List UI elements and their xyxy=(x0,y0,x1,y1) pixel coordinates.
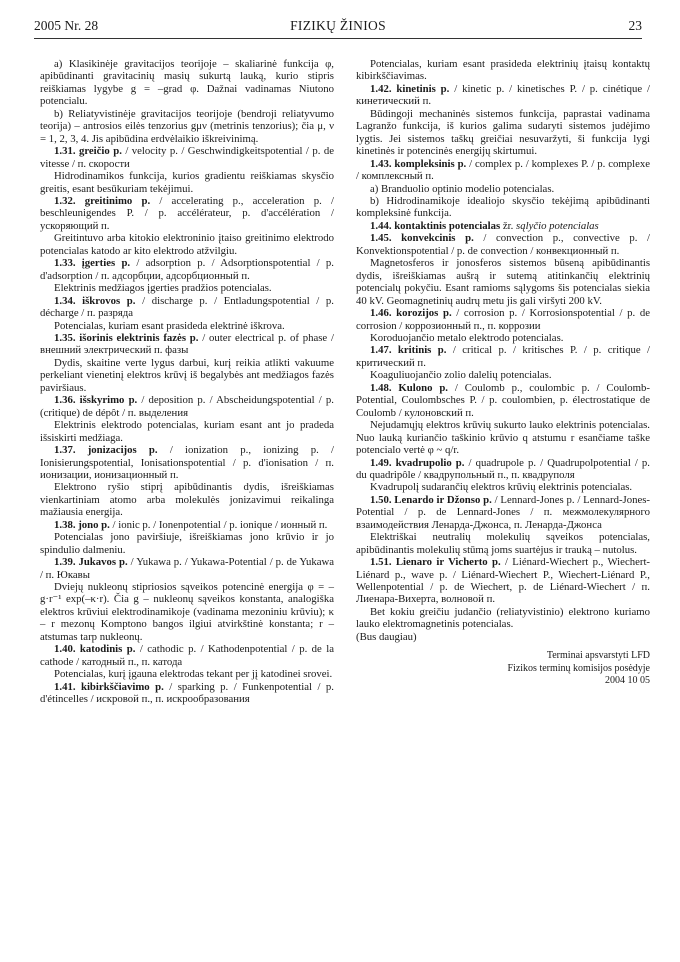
entry-text: / ionic p. / Ionenpotential / p. ionique / ионный п. xyxy=(109,518,328,531)
term-entry xyxy=(40,681,334,706)
term-entry xyxy=(40,394,334,419)
entry-text: Elektrono ryšio stiprį apibūdinantis dydis, išreiškiamas vienkartiniam atomo arba molekulės jonizavimui reikalinga mažiausia energija. xyxy=(40,481,334,519)
term-entry xyxy=(356,307,650,332)
entry-text: / outer electrical p. of phase / внешний электрический п. фазы xyxy=(40,331,334,357)
entry-text: / accelerating p., acceleration p. / beschleunigendes P. / p. accélérateur, p. d'accélération / ускоряющий п. xyxy=(40,194,334,232)
entry-text: a) Branduolio optinio modelio potencialas. xyxy=(370,182,555,195)
term-definition xyxy=(40,282,334,294)
term-title: 1.36. išskyrimo p. xyxy=(54,394,138,407)
term-entry xyxy=(356,344,650,369)
term-title: 1.33. įgerties p. xyxy=(54,257,131,270)
entry-text: Potencialas, kuriam esant prasideda elektrinių įtaisų kontaktų kibirkščiavimas. xyxy=(356,58,650,83)
term-title: 1.45. konvekcinis p. xyxy=(370,232,474,245)
term-title: 1.51. Lienaro ir Vicherto p. xyxy=(370,556,501,569)
entry-text: Elektriškai neutralių molekulių sąveikos potencialas, apibūdinantis molekulių stūmą joms suartėjus ir trauką – nutolus. xyxy=(356,531,650,556)
entry-text: / velocity p. / Geschwindigkeitspotential / p. de vitesse / п. скорости xyxy=(40,145,334,170)
term-definition xyxy=(356,108,650,158)
entry-text: / Coulomb p., coulombic p. / Coulomb-Potential, Coulombsches P. / p. coulombien, p. électrostatique de Coulomb / кулоновский п. xyxy=(356,381,650,419)
term-definition xyxy=(356,369,650,381)
term-title: 1.31. greičio p. xyxy=(54,145,122,158)
term-definition xyxy=(356,183,650,195)
term-entry xyxy=(40,643,334,668)
term-title: 1.44. kontaktinis potencialas xyxy=(370,219,501,232)
term-entry xyxy=(40,519,334,531)
entry-text: a) Klasikinėje gravitacijos teorijoje – skaliarinė funkcija φ, apibūdinanti gravitacinių masių sukurtą lauką, kurio stipris reiškiamas lygybe g = –grad φ. Dažnai vadinamas Niutono potencialu. xyxy=(40,58,334,108)
term-title: 1.42. kinetinis p. xyxy=(370,82,450,95)
entry-text: / sparking p. / Funkenpotential / p. d'étincelles / искровой п., п. искрообразования xyxy=(40,680,334,706)
term-entry xyxy=(40,195,334,232)
term-definition xyxy=(356,332,650,344)
left-column xyxy=(40,58,334,706)
term-definition xyxy=(356,195,650,220)
term-definition xyxy=(40,58,334,108)
term-entry xyxy=(356,382,650,419)
term-entry xyxy=(356,232,650,257)
term-title: 1.39. Jukavos p. xyxy=(54,556,128,569)
entry-text: Potencialas, kuriam esant prasideda elektrinė iškrova. xyxy=(54,319,285,332)
entry-text: Hidrodinamikos funkcija, kurios gradientu reiškiamas skysčio greitis, esant besūkuriam tekėjimui. xyxy=(40,170,334,195)
cross-reference: sąlyčio potencialas xyxy=(516,219,599,232)
approval-note: Fizikos terminų komisijos posėdyje xyxy=(507,662,650,674)
term-entry xyxy=(40,332,334,357)
term-entry xyxy=(40,145,334,170)
entry-text: Elektrinis elektrodo potencialas, kuriam esant ant jo pradeda išsiskirti medžiaga. xyxy=(40,419,334,444)
entry-text: / ionization p., ionizing p. / Ionisierungspotential, Ionisationspotential / p. d'ionisation / п. ионизации, ионизационный п. xyxy=(40,444,334,481)
right-column xyxy=(356,58,650,688)
term-entry xyxy=(40,257,334,282)
term-definition xyxy=(356,531,650,556)
term-definition xyxy=(40,170,334,195)
issue-label: 2005 Nr. 28 xyxy=(34,18,99,33)
term-definition xyxy=(40,419,334,444)
term-title: 1.38. jono p. xyxy=(54,518,110,531)
entry-text: Koaguliuojančio zolio dalelių potencialas. xyxy=(370,369,552,382)
term-definition xyxy=(356,606,650,631)
term-definition xyxy=(356,419,650,456)
term-entry xyxy=(40,295,334,320)
term-definition xyxy=(40,320,334,332)
journal-title: FIZIKŲ ŽINIOS xyxy=(290,18,386,33)
term-definition xyxy=(356,481,650,493)
term-title: 1.46. korozijos p. xyxy=(370,307,452,320)
term-definition xyxy=(356,257,650,307)
term-definition xyxy=(40,668,334,680)
term-entry xyxy=(40,556,334,581)
entry-text: / kinetic p. / kinetisches P. / p. cinétique / кинетический п. xyxy=(356,82,650,108)
entry-text: Elektrinis medžiagos įgerties pradžios potencialas. xyxy=(54,282,272,295)
entry-text: / cathodic p. / Kathodenpotential / p. de la cathode / катодный п., п. катода xyxy=(40,643,335,668)
entry-text: Potencialas jono paviršiuje, išreiškiamas jono krūvio ir jo spindulio dalmeniu. xyxy=(40,531,334,556)
approval-note: Terminai apsvarstyti LFD xyxy=(546,650,650,662)
term-definition xyxy=(40,581,334,643)
term-definition xyxy=(356,631,650,643)
entry-text: (Bus daugiau) xyxy=(356,630,417,643)
term-definition xyxy=(356,58,650,83)
entry-text: Potencialas, kurį įgauna elektrodas tekant per jį katodinei srovei. xyxy=(54,668,333,681)
entry-text: / adsorption p. / Adsorptionspotential / p. d'adsorption / п. адсорбции, адсорбционный п. xyxy=(40,257,334,282)
entry-text: / complex p. / komplexes P. / p. complexe / комплексный п. xyxy=(356,157,650,183)
term-definition xyxy=(40,531,334,556)
term-title: 1.40. katodinis p. xyxy=(54,643,136,656)
term-entry xyxy=(356,220,650,232)
term-title: 1.34. iškrovos p. xyxy=(54,294,136,307)
term-entry xyxy=(40,444,334,481)
term-title: 1.37. jonizacijos p. xyxy=(54,444,158,457)
entry-text: žr. xyxy=(500,219,517,232)
entry-text: Kvadrupolį sudarančių elektros krūvių elektrinis potencialas. xyxy=(370,481,633,494)
term-title: 1.41. kibirkščiavimo p. xyxy=(54,680,164,693)
term-title: 1.50. Lenardo ir Džonso p. xyxy=(370,493,492,506)
term-title: 1.48. Kulono p. xyxy=(370,381,448,394)
term-definition xyxy=(40,232,334,257)
term-title: 1.32. greitinimo p. xyxy=(54,194,151,207)
entry-text: Dydis, skaitine verte lygus darbui, kurį reikia atlikti vakuume perkeliant vienetinį elektros krūvį iš begalybės ant medžiagos fazės paviršiaus. xyxy=(40,356,334,394)
term-definition xyxy=(40,108,334,145)
entry-text: / critical p. / kritisches P. / p. critique / критический п. xyxy=(356,344,651,369)
term-entry xyxy=(356,83,650,108)
term-title: 1.35. išorinis elektrinis fazės p. xyxy=(54,331,199,344)
entry-text: Būdingoji mechaninės sistemos funkcija, paprastai vadinama Lagranžo funkcija, iš kurios galima sudaryti sistemos judėjimo lygtis. Jei sistemos taškų greičiai nesuvaržyti, ši funkcija lygi kinetinės ir potencinės energijų skirtumui. xyxy=(356,107,650,158)
entry-text: Bet kokiu greičiu judančio (reliatyvistinio) elektrono kuriamo lauko elektromagnetinis potencialas. xyxy=(356,605,650,631)
entry-text: b) Reliatyvistinėje gravitacijos teorijoje (bendroji reliatyvumo teorija) – antrosios eilės tenzorius gμν (metrinis tenzorius); čia μ, ν = 1, 2, 3, 4. Jis apibūdina erdvėlaikio iškreivinimą. xyxy=(40,107,334,145)
term-definition xyxy=(40,357,334,394)
entry-text: / corrosion p. / Korrosionspotential / p. de corrosion / коррозионный п., п. коррозии xyxy=(356,307,650,332)
entry-text: Nejudamųjų elektros krūvių sukurto lauko elektrinis potencialas. Nuo lauką kuriančio taškinio krūvio q atstumu r esančiame taške potencialo vertė φ ~ q/r. xyxy=(356,419,650,457)
entry-text: / quadrupole p. / Quadrupolpotential / p. du quadripôle / квадрупольный п., п. квадруполя xyxy=(356,456,650,481)
term-entry xyxy=(356,158,650,183)
term-title: 1.47. kritinis p. xyxy=(370,344,447,357)
entry-text: / convection p., convective p. / Konvektionspotential / p. de convection / конвекционный п. xyxy=(356,232,651,257)
approval-note: 2004 10 05 xyxy=(605,675,650,687)
term-title: 1.49. kvadrupolio p. xyxy=(370,456,465,469)
page-number: 23 xyxy=(628,18,642,33)
term-definition xyxy=(40,481,334,518)
entry-text: Magnetosferos ir jonosferos sistemos būseną apibūdinantis dydis, išreiškiamas aušrą ir sutemą atitinkančių elektrinių potencialų pokyčiu. Esant ramioms sąlygoms šis potencialas siekia 40 kV. Geomagnetinių audrų metu jis gali viršyti 200 kV. xyxy=(356,257,650,307)
term-entry xyxy=(356,494,650,531)
entry-text: / discharge p. / Entladungspotential / p. décharge / п. разряда xyxy=(40,294,334,320)
term-entry xyxy=(356,457,650,482)
entry-text: / Lennard-Jones p. / Lennard-Jones-Potential / p. de Lennard-Jones / п. межмолекулярного взаимодействия Ленарда-Джонса, п. Ленарда-Джонса xyxy=(356,493,650,531)
term-title: 1.43. kompleksinis p. xyxy=(370,157,467,170)
entry-text: Greitintuvo arba kitokio elektroninio įtaiso greitinimo elektrodo potencialas katodo ar kito elektrodo atžvilgiu. xyxy=(40,232,334,257)
entry-text: b) Hidrodinamikoje idealiojo skysčio tekėjimą apibūdinanti kompleksinė funkcija. xyxy=(356,194,650,220)
entry-text: Dviejų nukleonų stipriosios sąveikos potencinė energija φ = –g·r⁻¹ exp(–κ·r). Čia g – nukleonų sąveikos konstanta, analogiška elektros krūviui elektrodinamikoje (vadinama mezoniniu krūviu); κ – r mezonų Komptono bangos ilgiui atvirkštinė konstanta; r – atstumas tarp nukleonų. xyxy=(40,581,334,643)
entry-text: Koroduojančio metalo elektrodo potencialas. xyxy=(370,331,564,344)
term-entry xyxy=(356,556,650,606)
entry-text: / Yukawa p. / Yukawa-Potential / p. de Yukawa / п. Юкавы xyxy=(40,556,335,581)
entry-text: / Liénard-Wiechert p., Wiechert-Liénard p., wave p. / Liénard-Wiechert P., Wiechert-Liénard P., Wellenpotential / p. de Wiechert, p. de Liénard-Wiechert / п. Лиенара-Вихерта, волновой п. xyxy=(356,556,651,606)
entry-text: / deposition p. / Abscheidungspotential / p. (critique) de dépôt / п. выделения xyxy=(40,394,334,419)
page-header xyxy=(34,18,642,39)
